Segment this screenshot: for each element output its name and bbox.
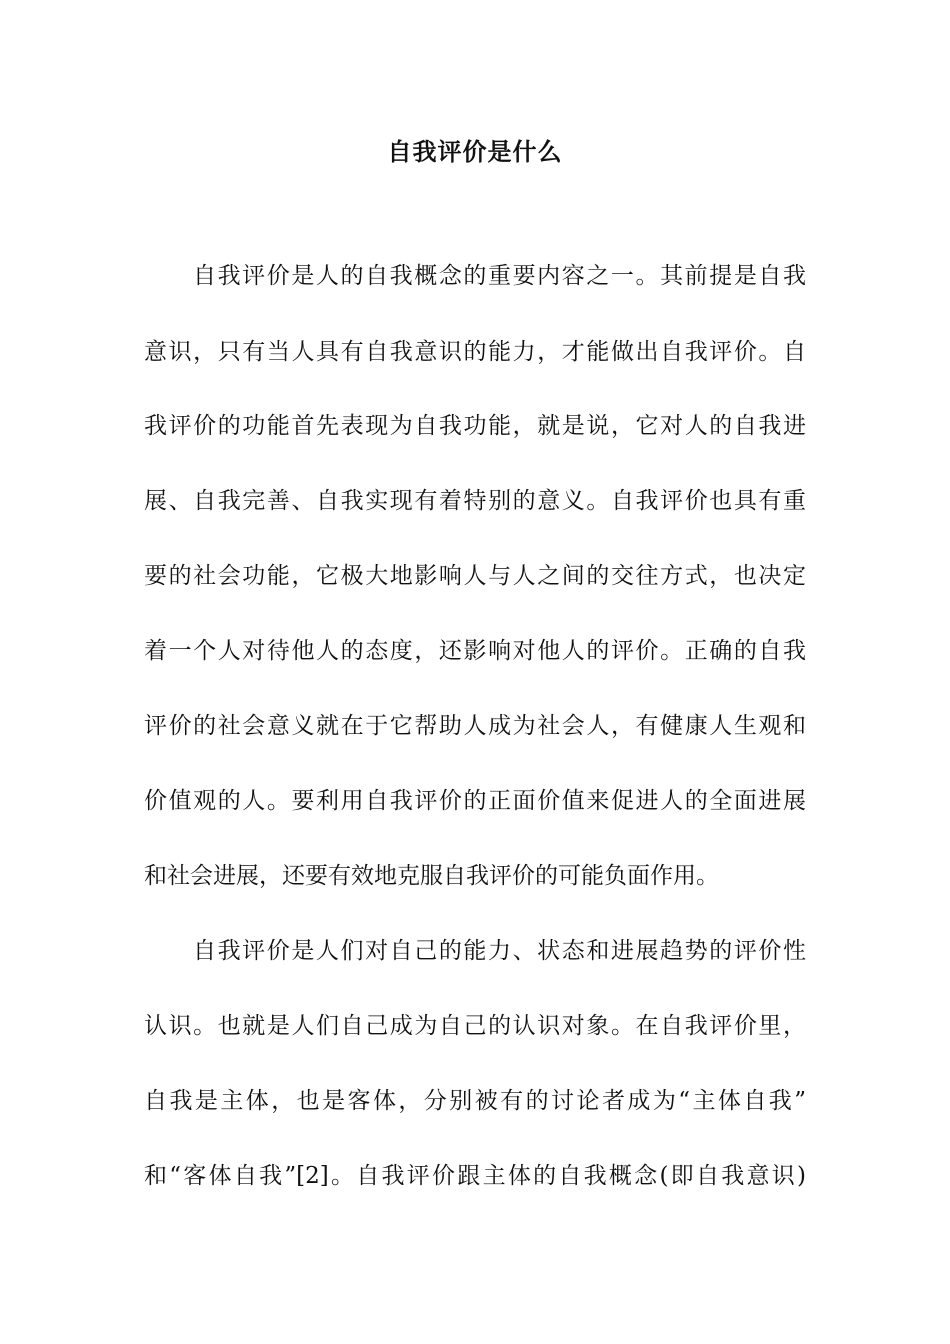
paragraph-line: 要的社会功能，它极大地影响人与人之间的交往方式，也决定 [144, 563, 806, 589]
paragraph-line: 自我是主体，也是客体，分别被有的讨论者成为“主体自我” [144, 1088, 806, 1114]
paragraph-line: 价值观的人。要利用自我评价的正面价值来促进人的全面进展 [144, 788, 806, 814]
paragraph-line: 认识。也就是人们自己成为自己的认识对象。在自我评价里， [144, 1013, 806, 1039]
paragraph-line: 展、自我完善、自我实现有着特别的意义。自我评价也具有重 [144, 488, 806, 514]
document-title: 自我评价是什么 [387, 138, 563, 166]
paragraph-line: 意识，只有当人具有自我意识的能力，才能做出自我评价。自 [144, 339, 806, 365]
paragraph-line: 自我评价是人的自我概念的重要内容之一。其前提是自我 [193, 263, 806, 289]
paragraph-line: 和社会进展，还要有效地克服自我评价的可能负面作用。 [144, 863, 719, 889]
paragraph-line: 评价的社会意义就在于它帮助人成为社会人，有健康人生观和 [144, 713, 806, 739]
paragraph-line: 我评价的功能首先表现为自我功能，就是说，它对人的自我进 [144, 413, 806, 439]
paragraph-line: 和“客体自我”[2]。自我评价跟主体的自我概念(即自我意识) [144, 1163, 806, 1189]
paragraph-line: 着一个人对待他人的态度，还影响对他人的评价。正确的自我 [144, 638, 806, 664]
paragraph-line: 自我评价是人们对自己的能力、状态和进展趋势的评价性 [193, 938, 806, 964]
